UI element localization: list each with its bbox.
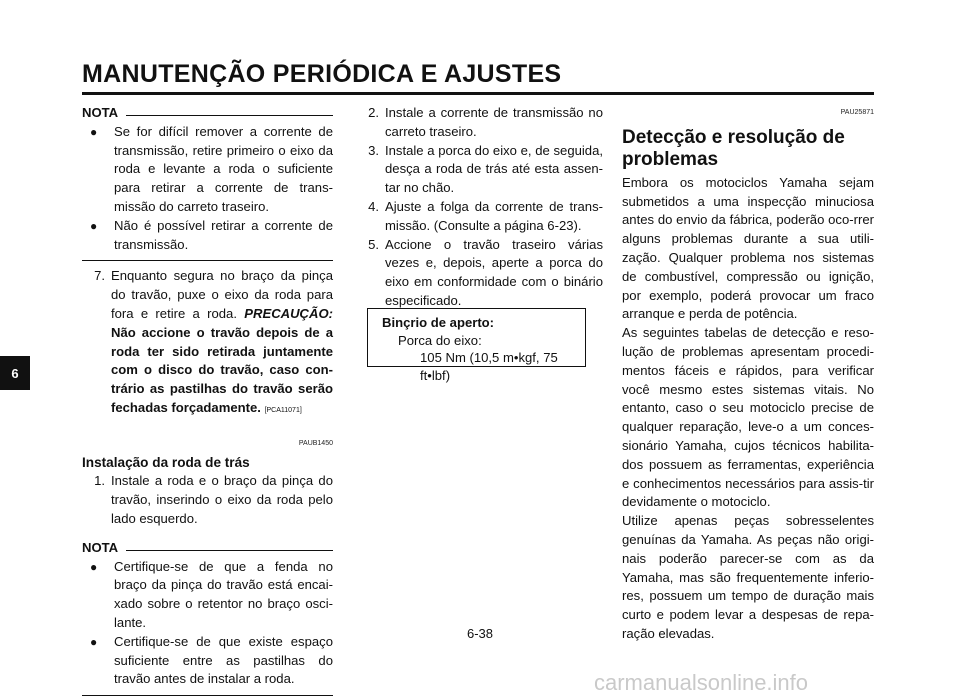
chapter-tab: 6 (0, 356, 30, 390)
caution-code: [PCA11071] (264, 406, 302, 414)
section-code: PAU25871 (840, 109, 874, 116)
title-rule (82, 92, 874, 95)
step-7 (82, 267, 333, 420)
column-left (82, 104, 333, 696)
nota-bullet-text: Não é possível retirar a corrente de transmissão. (114, 217, 333, 252)
step-item (356, 142, 603, 198)
nota-end-rule (82, 695, 333, 696)
caution-label: PRECAUÇÃO: (244, 305, 334, 321)
column-right (622, 104, 874, 644)
nota-rule (126, 115, 333, 116)
page-number: 6-38 (466, 626, 494, 641)
step-item (356, 236, 603, 311)
step-1 (82, 472, 333, 528)
page-title: MANUTENÇÃO PERIÓDICA E AJUSTES (82, 60, 562, 88)
paragraph: Embora os motociclos Yamaha sejam submetidos a uma inspecção minuciosa antes do envio da fábrica, poderão oco-rrer alguns problemas durante a sua utili-zação. Qualquer problema nos sistemas de combustível, compressão ou ignição, por exemplo, poderá provocar um fraco arranque e perda de potência. (622, 174, 874, 322)
step-text: Instale a porca do eixo e, de seguida, desça a roda de trás até esta assen-tar no chão. (385, 142, 603, 196)
nota-rule (126, 550, 333, 551)
nota-end-rule (82, 260, 333, 261)
watermark: carmanualsonline.info (594, 670, 809, 695)
step-number: 1. (94, 473, 105, 489)
step-item (356, 104, 603, 142)
nota-bullet-text: Se for difícil remover a corrente de transmissão, retire primeiro o eixo da roda e levante a roda o suficiente para retirar a corrente de trans-missão do carreto traseiro. (114, 123, 333, 214)
section-heading: Detecção e resolução de problemas (622, 126, 845, 170)
paragraph: As seguintes tabelas de detecção e reso-lução de problemas apresentam procedi-mentos fáceis e rápidos, para verificar você mesmo estes sistemas vitais. No entanto, caso o seu motociclo precise de qualquer reparação, leve-o a um conces-sionário Yamaha, cujos técnicos habilita-dos possuem as ferramentas, experiência e conhecimentos necessários para assis-tir devidamente o motociclo. (622, 325, 874, 510)
nota-bullet-text: Certifique-se de que a fenda no braço da pinça do travão está encai-xado sobre o retentor no braço osci-lante. (114, 558, 333, 630)
nota-heading (82, 539, 333, 558)
bullet-icon: ● (90, 124, 98, 139)
step-text: Instale a roda e o braço da pinça do travão, inserindo o eixo da roda pelo lado esquerdo. (111, 473, 333, 526)
step-number: 4. (368, 198, 379, 214)
step-number: 7. (94, 268, 105, 284)
torque-value: 105 Nm (10,5 m•kgf, 75 ft•lbf) (420, 350, 558, 383)
torque-spec-box (367, 308, 586, 383)
nota-bullet (82, 558, 333, 633)
nota-label: NOTA (82, 105, 119, 120)
section-title: Instalação da roda de trás (82, 454, 250, 470)
nota-label: NOTA (82, 539, 119, 555)
step-item (356, 198, 603, 236)
section-code: PAUB1450 (298, 439, 333, 447)
step-text: Accione o travão traseiro várias vezes e, depois, aperte a porca do eixo em conformidade com o binário especificado. (385, 236, 603, 308)
nota-bullet (82, 217, 333, 255)
step-number: 5. (368, 236, 379, 252)
torque-title: Binçrio de aperto: (382, 315, 495, 330)
nota-bullet-text: Certifique-se de que existe espaço suficiente entre as pastilhas do travão antes de instalar a roda. (114, 633, 333, 687)
caution-text: Não accione o travão depois de a roda ter sido retirada juntamente com o disco do travão, caso con-trário as pastilhas do travão serão fechadas forçadamente. (111, 324, 333, 415)
bullet-icon: ● (90, 634, 98, 649)
step-7-text: Enquanto segura no braço da pinça do travão, puxe o eixo da roda para fora e retire a roda. (111, 268, 333, 321)
step-text (111, 267, 333, 420)
bullet-icon: ● (90, 559, 98, 574)
nota-bullet (82, 123, 333, 217)
column-middle (356, 104, 603, 311)
step-text: Instale a corrente de transmissão no carreto traseiro. (385, 105, 603, 139)
step-number: 3. (368, 142, 379, 158)
bullet-icon: ● (90, 218, 98, 233)
paragraph: Utilize apenas peças sobresselentes genuínas da Yamaha. As peças não origi-nais poderão parecer-se com as da Yamaha, mas são frequentemente inferio-res, possuem um tempo de duração mais curto e podem levar a despesas de repa-ração elevadas. (622, 513, 874, 641)
nota-bullet (82, 633, 333, 689)
torque-item: Porca do eixo: (398, 332, 482, 348)
step-text: Ajuste a folga da corrente de trans-missão. (Consulte a página 6-23). (385, 198, 603, 233)
step-number: 2. (368, 105, 379, 120)
nota-heading (82, 104, 333, 123)
